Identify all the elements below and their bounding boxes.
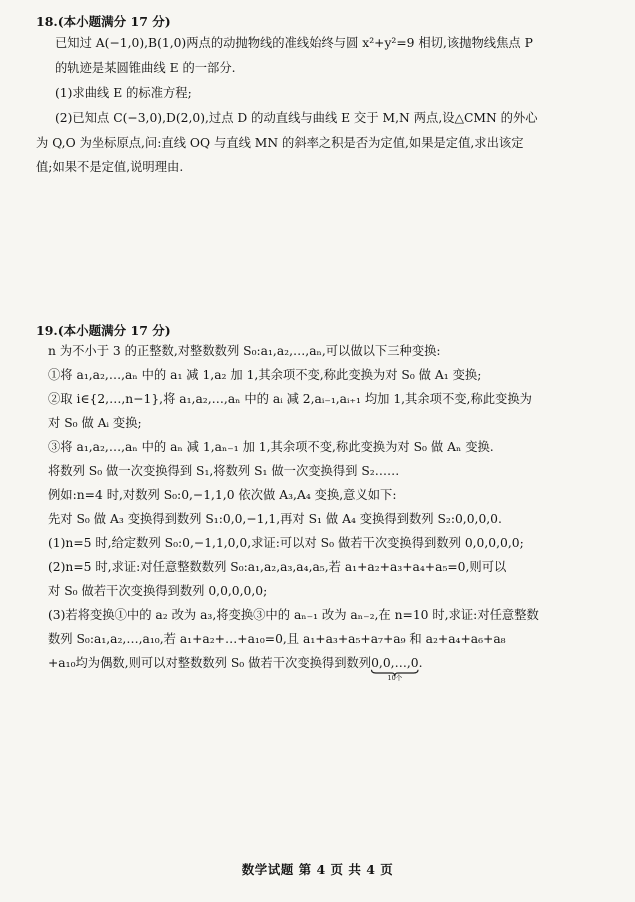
brace-count-label: 10个: [387, 674, 403, 682]
problem-19-line: 将数列 S₀ 做一次变换得到 S₁,将数列 S₁ 做一次变换得到 S₂……: [48, 464, 400, 478]
problem-19-line: 数列 S₀:a₁,a₂,…,a₁₀,若 a₁+a₂+…+a₁₀=0,且 a₁+a₃+a₅+a₇+a₉ 和 a₂+a₄+a₆+a₈: [48, 632, 506, 646]
problem-19-line: n 为不小于 3 的正整数,对整数数列 S₀:a₁,a₂,…,aₙ,可以做以下三种变换:: [48, 344, 441, 358]
problem-18-line: 已知过 A(−1,0),B(1,0)两点的动抛物线的准线始终与圆 x²+y²=9 相切,该抛物线焦点 P: [55, 36, 533, 50]
problem-18-line: (1)求曲线 E 的标准方程;: [55, 86, 192, 100]
problem-19-line: (2)n=5 时,求证:对任意整数数列 S₀:a₁,a₂,a₃,a₄,a₅,若 a₁+a₂+a₃+a₄+a₅=0,则可以: [48, 560, 507, 574]
problem-19-line: +a₁₀均为偶数,则可以对整数数列 S₀ 做若干次变换得到数列: [48, 656, 372, 670]
problem-19-line: ③将 a₁,a₂,…,aₙ 中的 aₙ 减 1,aₙ₋₁ 加 1,其余项不变,称此变换为对 S₀ 做 Aₙ 变换.: [48, 440, 494, 454]
page-footer: 数学试题 第 4 页 共 4 页: [241, 862, 394, 877]
problem-18-line: 为 Q,O 为坐标原点,问:直线 OQ 与直线 MN 的斜率之积是否为定值,如果是定值,求出该定: [36, 136, 524, 150]
problem-18-header: 18.(本小题满分 17 分): [36, 14, 171, 29]
problem-18-line: 的轨迹是某圆锥曲线 E 的一部分.: [55, 61, 236, 75]
problem-19-header: 19.(本小题满分 17 分): [36, 323, 171, 338]
problem-19-line: ①将 a₁,a₂,…,aₙ 中的 a₁ 减 1,a₂ 加 1,其余项不变,称此变换为对 S₀ 做 A₁ 变换;: [48, 368, 482, 382]
sequence-period: .: [418, 656, 423, 670]
problem-19-line: 对 S₀ 做 Aᵢ 变换;: [48, 416, 142, 430]
underbrace-group: [371, 656, 419, 682]
problem-19-line: 先对 S₀ 做 A₃ 变换得到数列 S₁:0,0,−1,1,再对 S₁ 做 A₄ 变换得到数列 S₂:0,0,0,0.: [48, 512, 502, 526]
problem-19-line: (1)n=5 时,给定数列 S₀:0,−1,1,0,0,求证:可以对 S₀ 做若干次变换得到数列 0,0,0,0,0;: [48, 536, 524, 550]
problem-19-line: 对 S₀ 做若干次变换得到数列 0,0,0,0,0;: [48, 584, 268, 598]
problem-19-line: (3)若将变换①中的 a₂ 改为 a₃,将变换③中的 aₙ₋₁ 改为 aₙ₋₂,在 n=10 时,求证:对任意整数: [48, 608, 539, 622]
problem-19-line: ②取 i∈{2,…,n−1},将 a₁,a₂,…,aₙ 中的 aᵢ 减 2,aᵢ₋₁,aᵢ₊₁ 均加 1,其余项不变,称此变换为: [48, 392, 532, 406]
problem-19-line: 例如:n=4 时,对数列 S₀:0,−1,1,0 依次做 A₃,A₄ 变换,意义如下:: [48, 488, 397, 502]
problem-18-line: (2)已知点 C(−3,0),D(2,0),过点 D 的动直线与曲线 E 交于 M,N 两点,设△CMN 的外心: [55, 111, 538, 125]
problem-19-last-line: [48, 656, 423, 682]
problem-18-line: 值;如果不是定值,说明理由.: [36, 160, 184, 174]
zero-sequence: 0,0,…,0: [371, 656, 419, 670]
